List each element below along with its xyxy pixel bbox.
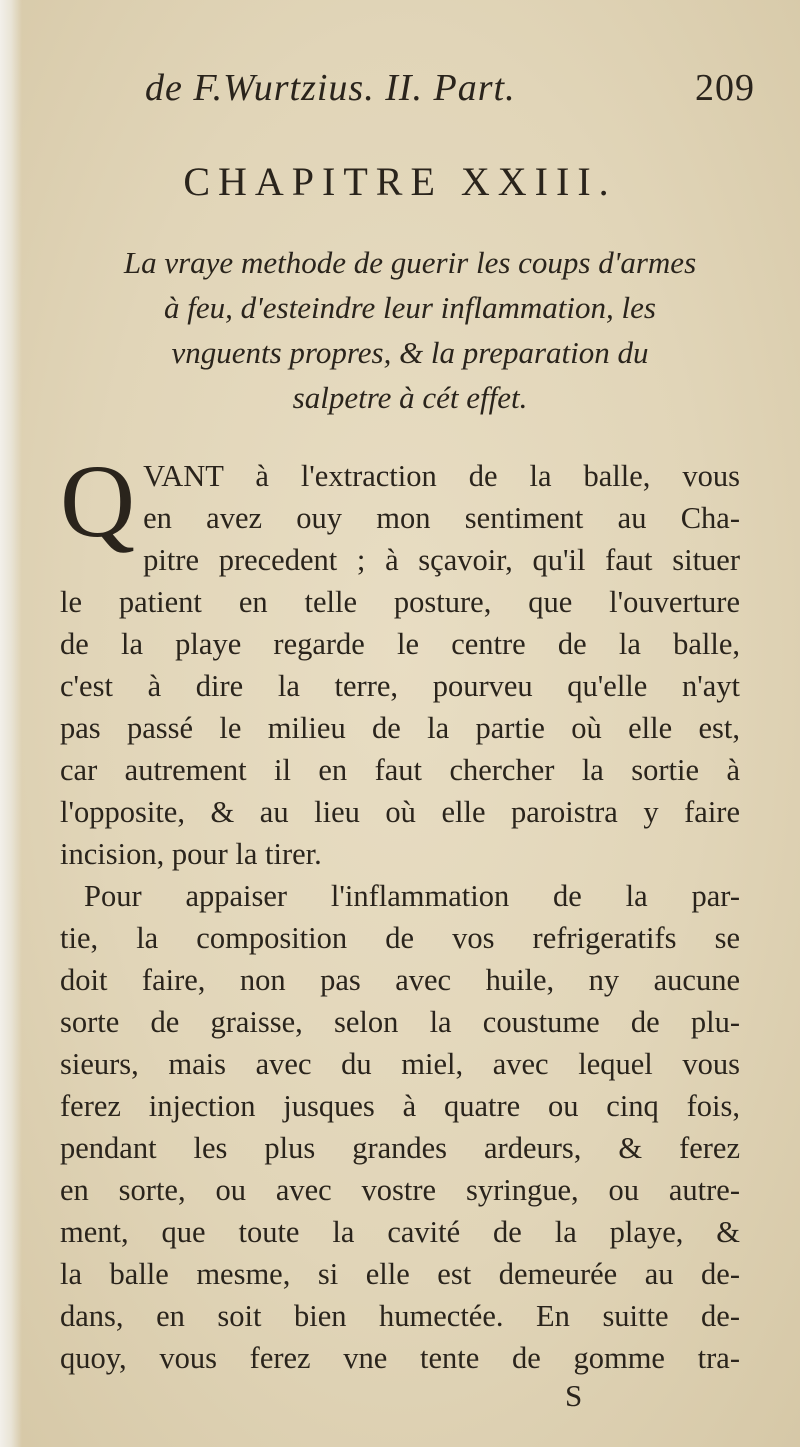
text-line: c'est à dire la terre, pourveu qu'elle n'ayt — [60, 669, 740, 703]
text-line: ment, que toute la cavité de la playe, & — [60, 1215, 740, 1249]
body-text — [60, 444, 740, 1379]
text-line: sorte de graisse, selon la coustume de plu- — [60, 1005, 740, 1039]
summary-line: vnguents propres, & la preparation du — [171, 335, 649, 370]
text-line: pitre precedent ; à sçavoir, qu'il faut situer — [143, 543, 740, 577]
summary-line: La vraye methode de guerir les coups d'armes — [123, 245, 697, 280]
paragraph-1 — [60, 444, 740, 875]
text-line: en sorte, ou avec vostre syringue, ou autre- — [60, 1173, 740, 1207]
chapter-summary — [80, 240, 740, 420]
text-line: doit faire, non pas avec huile, ny aucune — [60, 963, 740, 997]
summary-line: à feu, d'esteindre leur inflammation, les — [164, 290, 656, 325]
running-head — [145, 66, 755, 110]
text-line: quoy, vous ferez vne tente de gomme tra- — [60, 1341, 740, 1375]
summary-line: salpetre à cét effet. — [292, 380, 528, 415]
text-line: car autrement il en faut chercher la sortie à — [60, 753, 740, 787]
text-line: la balle mesme, si elle est demeurée au de- — [60, 1257, 740, 1291]
text-line: incision, pour la tirer. — [60, 837, 322, 871]
text-line: dans, en soit bien humectée. En suitte de- — [60, 1299, 740, 1333]
running-head-text: de F.Wurtzius. II. Part. — [145, 67, 516, 109]
text-line: ferez injection jusques à quatre ou cinq fois, — [60, 1089, 740, 1123]
text-line: sieurs, mais avec du miel, avec lequel vous — [60, 1047, 740, 1081]
text-line: VANT à l'extraction de la balle, vous — [143, 459, 740, 493]
text-line: tie, la composition de vos refrigeratifs se — [60, 921, 740, 955]
text-line: en avez ouy mon sentiment au Cha- — [143, 501, 740, 535]
text-line: l'opposite, & au lieu où elle paroistra y faire — [60, 795, 740, 829]
text-line: pendant les plus grandes ardeurs, & ferez — [60, 1131, 740, 1165]
text-line: le patient en telle posture, que l'ouverture — [60, 585, 740, 619]
drop-cap: Q — [60, 444, 136, 559]
text-line: pas passé le milieu de la partie où elle est, — [60, 711, 740, 745]
text-line: Pour appaiser l'inflammation de la par- — [84, 879, 740, 913]
text-line: de la playe regarde le centre de la balle, — [60, 627, 740, 661]
page-number: 209 — [695, 67, 755, 109]
paragraph-2 — [60, 875, 740, 1379]
catchword: S — [565, 1378, 583, 1413]
chapter-title: CHAPITRE XXIII. — [183, 159, 617, 204]
